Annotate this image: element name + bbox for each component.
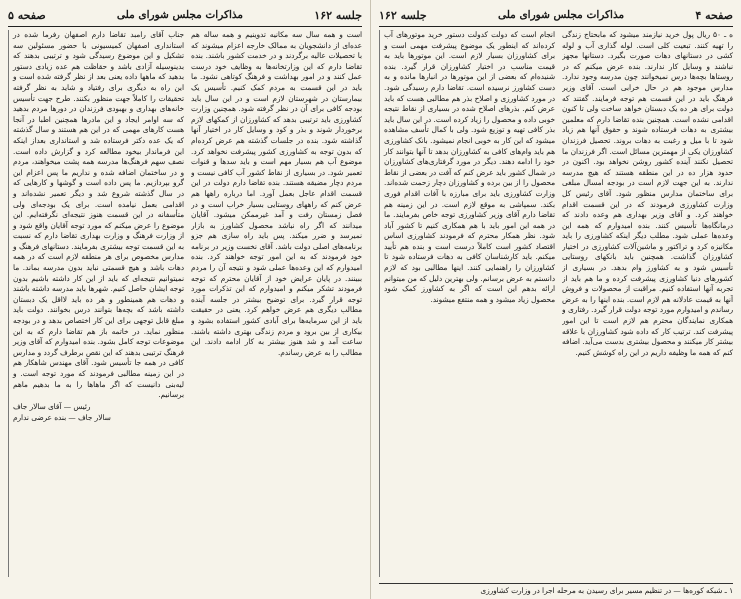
session-label: جلسه ۱۶۲: [314, 8, 362, 22]
column-left: [379, 30, 555, 577]
speaker-line: رئیس — آقای سالار جاف: [13, 401, 91, 411]
page-header: [379, 4, 733, 27]
page-number: صفحه ۵: [8, 8, 46, 22]
right-page: [371, 0, 741, 599]
text-columns: [8, 30, 362, 577]
paragraph: جناب آقای رامبد تقاضا دارم اصفهان رفرما شده در استانداری اصفهان کمیسیونی با حضور مسئولین سه تشکیل و این موضوع رسیدگی شود و ترتیبی بدهند که بدینوسیله آزادی باشد و حقاظت هم عده زیادی دستور بدهید که ماهها داده یعنی بعد از نظر گرفته شده است و این راه به دیگری برای رفتیاد و شاید به نظر گرفته تحقیقات را کاملاً جهت منظور بکنند. طرح جهت تأسیس خانه‌های بهداری و بهبودی فرزندان در دورها مردم بدهید که سه اوامر ایجاد و این مادرها همچنین اطبا در آنجا هست کارهای مهمی که در این هم هستند و سال گذشته که یک عده دکتر فرستاده شد و استانداری بعداز اینکه این فرماندار بیخود مطالعه کرد و گزارش داده است. نصف سهم فرهنگ‌ها مدرسه همه پشت میخواهند، مردم و در ساختمان اضافه شده و نداریم ما پس اعزام این گرو بپردازیم. ما پس داده است و گوشها و کارهایی که در سال گذشته شروع شد و دیگر تعمیر نشده‌اند و اقدامی بعمل نیامده است. برای یک بودجه‌ای ولی متأسفانه در این قسمت هنوز نتیجه‌ای نگرفته‌ایم. این موضوع را عرض میکنم که مورد توجه آقایان واقع شود و از وزارت فرهنگ و وزارت بهداری تقاضا دارم که نسبت به این قسمت توجه بیشتری بفرمایند. دستانهای فرهنگ و مدارس مخصوص برای هر منطقه لازم است که در همه دهات باشد و هیچ قسمتی نباید بدون مدرسه بماند. ما نمیتوانیم نتیجه‌ای که باید از این کار داشته باشیم بدون توجه ایشان حاصل کنیم. شهرها باید مدرسه داشته باشند و دهات هم همینطور و هر ده باید لااقل یک دبستان داشته باشد که بچه‌ها بتوانند درس بخوانند. دولت باید مبلغ قابل توجهی برای این کار اختصاص بدهد و در بودجه منظور نماید. در خاتمه باز هم تقاضا دارم که به این موضوعات توجه کامل بشود. بنده امیدوارم که آقای وزیر فرهنگ ترتیبی بدهند که این نقص برطرف گردد و مدارس کافی در همه جا تأسیس شود. آقای مهندس شاهکار هم در این زمینه مطالبی فرمودند که مورد توجه است. و لیه‌بنی دانیست که اگر ماها‌ها را به ما بدهیم ماهم برسانیم.: [13, 30, 184, 400]
column-left: [8, 30, 184, 577]
column-right: [561, 30, 733, 577]
paragraph: است و همه سال سه مکانیه تدوینیم و همه ساله هم عده‌ای از دانشجویان به ممالک خارجه اعزام میشوند که با تحصیلات عالیه برگردند و در خدمت کشور باشند. بنده تقاضا دارم که این وزارتخانه‌ها به وظایف خود درست عمل کنند و در امور بهداشت و فرهنگ کوتاهی نشود. ما باید در این قسمت به مردم کمک کنیم. تأسیس یک بیمارستان در شهرستان لازم است و در این سال باید بودجه کافی برای آن در نظر گرفته شود. همچنین وزارت کشاورزی باید ترتیبی بدهد که کشاورزان از کمکهای لازم برخوردار شوند و بذر و کود و وسایل کار در اختیار آنها گذاشته شود. بنده در جلسات گذشته هم عرض کرده‌ام که بدون توجه به کشاورزی کشور پیشرفت نخواهد کرد. موضوع آب هم بسیار مهم است و باید سدها و قنوات تعمیر شود. در بسیاری از نقاط کشور آب کافی نیست و مردم دچار مضیقه هستند. بنده تقاضا دارم دولت در این قسمت اقدام عاجل بعمل آورد. اما درباره راهها هم عرض کنم که راههای روستایی بسیار خراب است و در فصل زمستان رفت و آمد غیرممکن میشود. آقایان میدانند که اگر راه نباشد محصول کشاورز به بازار نمیرسد و ضرر میکند. پس باید راه سازی هم جزو برنامه‌های اصلی دولت باشد. آقای نخست وزیر در برنامه خود فرمودند که به این امور توجه خواهند کرد. بنده امیدوارم که این وعده‌ها عملی شود و نتیجه آن را مردم ببینند. در پایان عرایض خود از آقایان محترم که توجه فرمودند تشکر میکنم و امیدوارم که این تذکرات مورد توجه قرار گیرد. برای توضیح بیشتر در جلسه آینده مطالب دیگری هم عرض خواهم کرد. یعنی در حقیقت باید از این سرمایه‌ها برای آبادی کشور استفاده بشود و بیکاری از بین برود و مردم زندگی بهتری داشته باشند. ساعت آمد و شد هنوز بیشتر به کار ادامه دادند. این مطالب را به عرض رساندم.: [191, 30, 362, 357]
page-title: مذاکرات مجلس شورای ملی: [116, 9, 244, 21]
paragraph: انجام است که دولت کدولت دستور خرید موتورهای آب کرده‌اند که اینطور یک موضوع پیشرفت مهمی است و برای کشاورزان بسیار لازم است. این موتورها باید به قیمت مناسب در اختیار کشاورزان قرار گیرد. بنده شنیده‌ام که بعضی از این موتورها در انبارها مانده و به دست کشاورز نرسیده است. تقاضا دارم رسیدگی شود. در مورد کشاورزی و اصلاح بذر هم مطالبی هست که باید عرض کنم. بذرهای اصلاح شده در بسیاری از نقاط نتیجه خوبی داده و محصول را زیاد کرده است. در این سال باید بذر کافی تهیه و توزیع شود. ولی با کمال تأسف مشاهده میشود که این کار به خوبی انجام نمیشود. بانک کشاورزی هم باید وام‌های کافی به کشاورزان بدهد تا آنها بتوانند کار خود را ادامه دهند. دیگر در مورد گرفتاری‌های کشاورزان در شمال کشور باید عرض کنم که آفت در بعضی از نقاط محصول را از بین برده و کشاورزان دچار زحمت شده‌اند. وزارت کشاورزی باید برای مبارزه با آفات اقدام فوری بکند. سمپاشی به موقع لازم است. در این زمینه هم تقاضا دارم آقای وزیر کشاورزی توجه خاص بفرمایند. ما در همه این امور باید با هم همکاری کنیم تا کشور آباد شود. نظر همکار محترم که فرمودند کشاورزی اساس اقتصاد کشور است کاملاً درست است و بنده هم تأیید میکنم. باید کارشناسان کافی به دهات فرستاده شود تا کشاورزان را راهنمایی کنند. اینها مطالبی بود که لازم دانستم به عرض برسانم. ولی بهترین دلیل که من میتوانم ارائه بدهم این است که اگر به کشاورز کمک شود محصول زیاد میشود و همه منتفع میشوند.: [384, 30, 555, 304]
footnote: ۱ ـ شبکه کوره‌ها — در تنظیم مسیر برای رسیدن به مرحله اجرا در وزارت کشاورزی: [379, 583, 733, 595]
column-right: [190, 30, 362, 577]
session-label: جلسه ۱۶۲: [379, 8, 427, 22]
page-header: [8, 4, 362, 27]
page-number: صفحه ۴: [695, 8, 733, 22]
paragraph: ه ـ ۵۰ ریال پول خرید نیازمند میشود که مابحتاج زندگی را تهیه کنند. تبعیت کلی است. لوله گذاری آب و لوله کشی در دستانهای دهات صورت بگیرد. دستانها مجهز نباشند و وسایل کار ندارند. بنده عرض میکنم که در روستاها بچه‌ها درس نمیخوانند چون مدرسه وجود ندارد. مدارس موجود هم در حال خرابی است. آقای وزیر فرهنگ باید در این قسمت هم توجه فرمایند. گفتند که دولت برای هر ده یک دبستان خواهد ساخت ولی تا کنون اقدامی نشده است. همچنین بنده تقاضا دارم که معلمین بیشتری به دهات فرستاده شوند و حقوق آنها هم زیاد شود تا با میل و رغبت به دهات بروند. تحصیل فرزندان کشاورزان یکی از مهمترین مسائل است. اگر فرزندان ما تحصیل نکنند آینده کشور روشن نخواهد بود. اکنون در حدود هزار ده در این منطقه هستند که هیچ مدرسه ندارند. به این جهت لازم است در بودجه امسال مبلغی برای ساختمان مدارس منظور شود. آقای رئیس کل وزارت کشاورزی فرمودند که در این قسمت اقدام خواهند کرد. و آقای وزیر بهداری هم وعده دادند که درمانگاه‌ها تأسیس کنند. بنده امیدوارم که همه این وعده‌ها عملی شود. مطلب دیگر اینکه کشاورزی را باید مکانیزه کرد و تراکتور و ماشین‌آلات کشاورزی در اختیار کشاورزان گذاشت. همچنین باید بانکهای روستایی تأسیس شود و به کشاورز وام بدهد. در بسیاری از کشورهای دنیا کشاورزی پیشرفت کرده و ما هم باید از تجربه آنها استفاده کنیم. مراقبت از محصولات و فروش آنها به قیمت عادلانه هم لازم است. بنده اینها را به عرض رساندم و امیدوارم مورد توجه دولت قرار گیرد. رفتاری و همکاری نمایندگان محترم هم لازم است تا این امور پیشرفت کند. ترتیب کار که داده شود کشاورزان با علاقه بیشتر کار میکنند و محصول بیشتری بدست می‌آید. اضافه کنم که همه ما وظیفه داریم در این راه کوشش کنیم.: [562, 30, 733, 357]
page-title: مذاکرات مجلس شورای ملی: [497, 9, 625, 21]
speaker-line: سالار جاف — بنده عرضی ندارم: [13, 413, 111, 423]
text-columns: [379, 30, 733, 577]
